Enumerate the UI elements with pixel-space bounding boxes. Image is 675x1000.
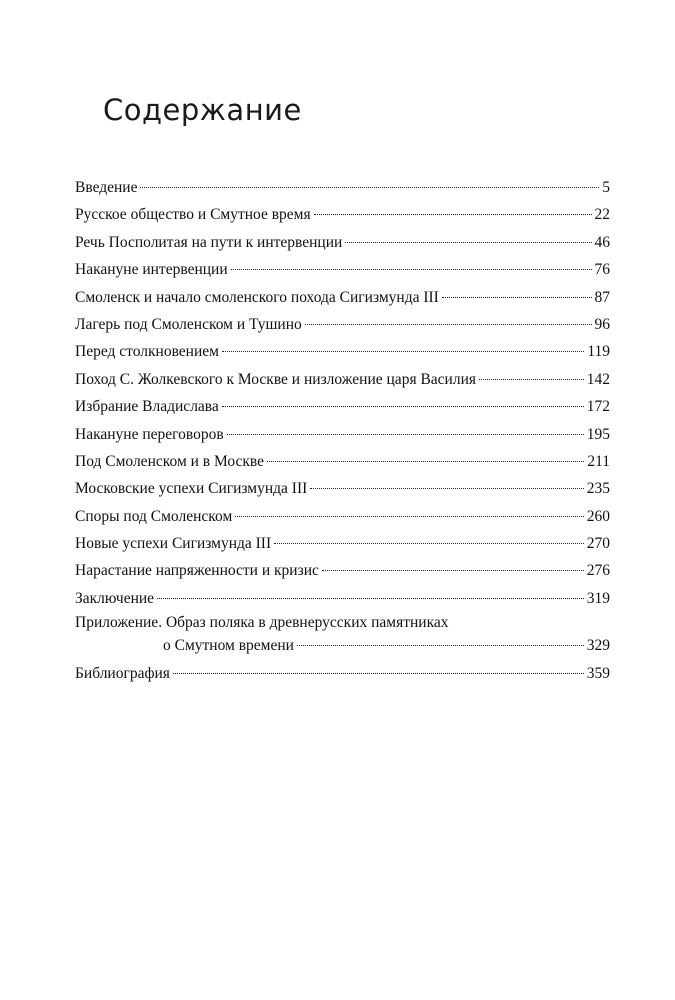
dot-leader [222,351,584,352]
toc-entry[interactable] [75,585,610,612]
toc-entry-title: Русское общество и Смутное время [75,206,311,224]
table-of-contents [75,174,610,688]
dot-leader [479,379,584,380]
toc-entry[interactable] [75,475,610,502]
toc-entry-title: Заключение [75,589,155,607]
toc-entry[interactable] [75,503,610,530]
toc-entry[interactable] [75,557,610,584]
toc-entry[interactable] [75,229,610,256]
toc-entry-page: 319 [586,589,610,607]
dot-leader [322,570,584,571]
toc-entry-title: Новые успехи Сигизмунда III [75,535,272,553]
toc-entry-page: 46 [594,233,610,251]
dot-leader [235,516,583,517]
dot-leader [173,673,584,674]
toc-entry-title: Споры под Смоленском [75,507,233,525]
toc-entry-page: 276 [586,562,610,580]
dot-leader [227,434,584,435]
toc-entry-page: 329 [586,637,610,655]
toc-entry[interactable] [75,174,610,201]
toc-entry[interactable] [75,421,610,448]
toc-entry-page: 211 [587,452,610,470]
toc-entry-page: 235 [586,480,610,498]
toc-entry-page: 22 [594,206,610,224]
dot-leader [345,242,591,243]
toc-entry-title-continued: о Смутном времени [163,637,294,655]
toc-entry-title: Приложение. Образ поляка в древнерусских памятниках [75,614,449,632]
toc-entry[interactable] [75,338,610,365]
toc-entry-title: Нарастание напряженности и кризис [75,562,319,580]
dot-leader [157,598,584,599]
toc-entry-page: 142 [586,370,610,388]
dot-leader [314,214,592,215]
dot-leader [297,645,584,646]
toc-entry-page: 270 [586,535,610,553]
page-title: Содержание [103,93,302,127]
dot-leader [274,543,584,544]
toc-entry-page: 96 [594,315,610,333]
dot-leader [305,324,592,325]
toc-entry[interactable] [75,530,610,557]
toc-entry-title: Лагерь под Смоленском и Тушино [75,315,302,333]
toc-entry-title: Поход С. Жолкевского к Москве и низложение царя Василия [75,370,476,388]
toc-entry-title: Перед столкновением [75,343,219,361]
toc-entry-title: Накануне переговоров [75,425,224,443]
dot-leader [140,187,599,188]
toc-entry-title: Речь Посполитая на пути к интервенции [75,233,343,251]
toc-entry-title: Смоленск и начало смоленского похода Сигизмунда III [75,288,439,306]
toc-entry-title: Накануне интервенции [75,261,228,279]
toc-entry[interactable] [75,201,610,228]
toc-entry-title: Московские успехи Сигизмунда III [75,480,308,498]
toc-entry[interactable] [75,660,610,687]
toc-entry[interactable] [75,448,610,475]
dot-leader [267,461,584,462]
toc-entry-page: 87 [594,288,610,306]
toc-entry-page: 359 [586,665,610,683]
toc-entry[interactable] [75,366,610,393]
toc-entry-title: Введение [75,179,138,196]
toc-entry[interactable] [75,612,610,658]
dot-leader [310,488,583,489]
toc-entry[interactable] [75,311,610,338]
toc-entry-page: 119 [587,343,610,361]
toc-entry[interactable] [75,256,610,283]
toc-entry-title: Избрание Владислава [75,398,219,416]
toc-entry[interactable] [75,393,610,420]
toc-entry-page: 260 [586,507,610,525]
toc-entry-page: 5 [602,179,610,196]
toc-entry-page: 76 [594,261,610,279]
dot-leader [222,406,584,407]
toc-entry-title: Библиография [75,665,170,683]
dot-leader [442,297,592,298]
toc-entry[interactable] [75,284,610,311]
dot-leader [231,269,592,270]
toc-entry-title: Под Смоленском и в Москве [75,452,265,470]
toc-entry-page: 195 [586,425,610,443]
toc-entry-page: 172 [586,398,610,416]
